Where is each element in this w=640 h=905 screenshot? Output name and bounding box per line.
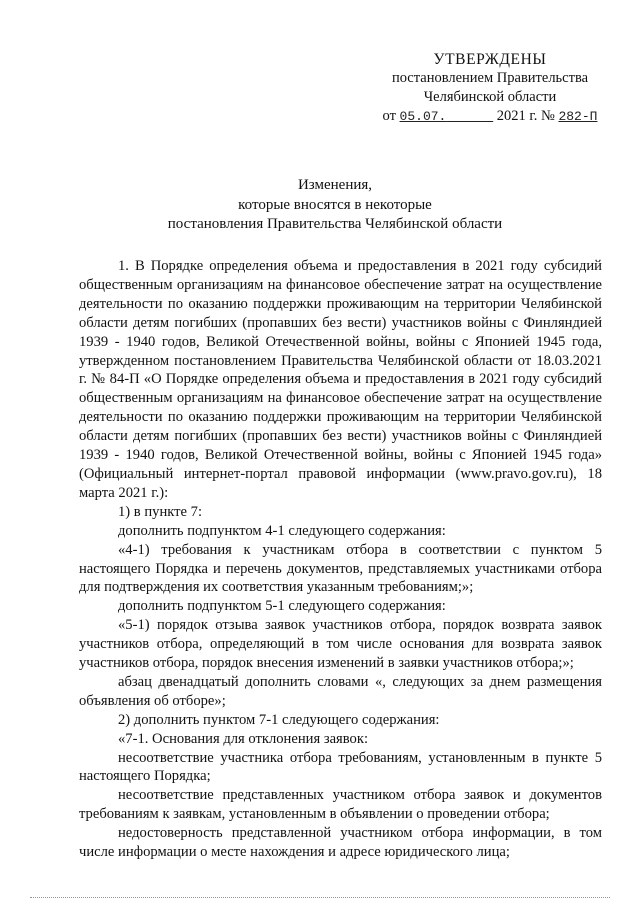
paragraph: 2) дополнить пунктом 7-1 следующего содержания:: [118, 711, 440, 728]
paragraph: абзац двенадцатый дополнить словами «, следующих за днем размещения объявления об отборе»;: [79, 673, 602, 709]
document-heading: [80, 176, 590, 235]
heading-line-1: Изменения,: [297, 177, 373, 193]
document-body: [79, 257, 602, 862]
date-value: 05.07.: [399, 109, 447, 124]
paragraph: 1. В Порядке определения объема и предоставления в 2021 году субсидий общественным организациям на финансовое обеспечение затрат на осуществление деятельности по оказанию поддержки проживающим на территории Челябинской области детям погибших (пропавших без вести) участников войны с Финляндией 1939 - 1940 годов, Великой Отечественной войны, войны с Японией 1945 года, утвержденном постановлением Правительства Челябинской области от 18.03.2021 г. № 84-П «О Порядке определения объема и предоставления в 2021 году субсидий общественным организациям на финансовое обеспечение затрат на осуществление деятельности по оказанию поддержки проживающим на территории Челябинской области детям погибших (пропавших без вести) участников войны с Финляндией 1939 - 1940 годов, Великой Отечественной войны, войны с Японией 1945 года» (Официальный интернет-портал правовой информации (www.pravo.gov.ru), 18 марта 2021 г.):: [79, 258, 602, 501]
resolution-number: 282-П: [558, 109, 598, 124]
paragraph: «4-1) требования к участникам отбора в соответствии с пунктом 5 настоящего Порядка и перечень документов, представляемых участниками отбора для подтверждения их соответствия указанным требованиям;»;: [79, 541, 602, 596]
paragraph: недостоверность представленной участником отбора информации, в том числе информации о месте нахождения и адресе юридического лица;: [79, 825, 602, 861]
paragraph: дополнить подпунктом 5-1 следующего содержания:: [118, 598, 446, 615]
approval-title: УТВЕРЖДЕНЫ: [433, 51, 547, 68]
page-bottom-rule: [30, 897, 610, 898]
date-underline: [446, 109, 493, 124]
year-text: 2021 г. №: [496, 108, 555, 124]
approval-stamp: [375, 50, 605, 126]
approval-line-1: постановлением Правительства: [391, 70, 589, 86]
paragraph: 1) в пункте 7:: [118, 503, 203, 520]
approval-line-2: Челябинской области: [423, 89, 557, 105]
paragraph: дополнить подпунктом 4-1 следующего содержания:: [118, 522, 446, 539]
heading-line-2: которые вносятся в некоторые: [238, 196, 432, 213]
paragraph: несоответствие участника отбора требованиям, установленным в пункте 5 настоящего Порядка;: [79, 749, 602, 785]
heading-line-3: постановления Правительства Челябинской области: [167, 216, 503, 232]
date-prefix: от: [382, 108, 396, 124]
paragraph: несоответствие представленных участником отбора заявок и документов требованиям к заявкам, установленным в объявлении о проведении отбора;: [79, 787, 602, 823]
approval-date-line: [375, 107, 605, 126]
paragraph: «7-1. Основания для отклонения заявок:: [118, 730, 369, 747]
paragraph: «5-1) порядок отзыва заявок участников отбора, порядок возврата заявок участников отбора, определяющий в том числе основания для возврата заявок участников отбора, порядок внесения изменений в заявки участников отбора;»;: [79, 617, 602, 672]
